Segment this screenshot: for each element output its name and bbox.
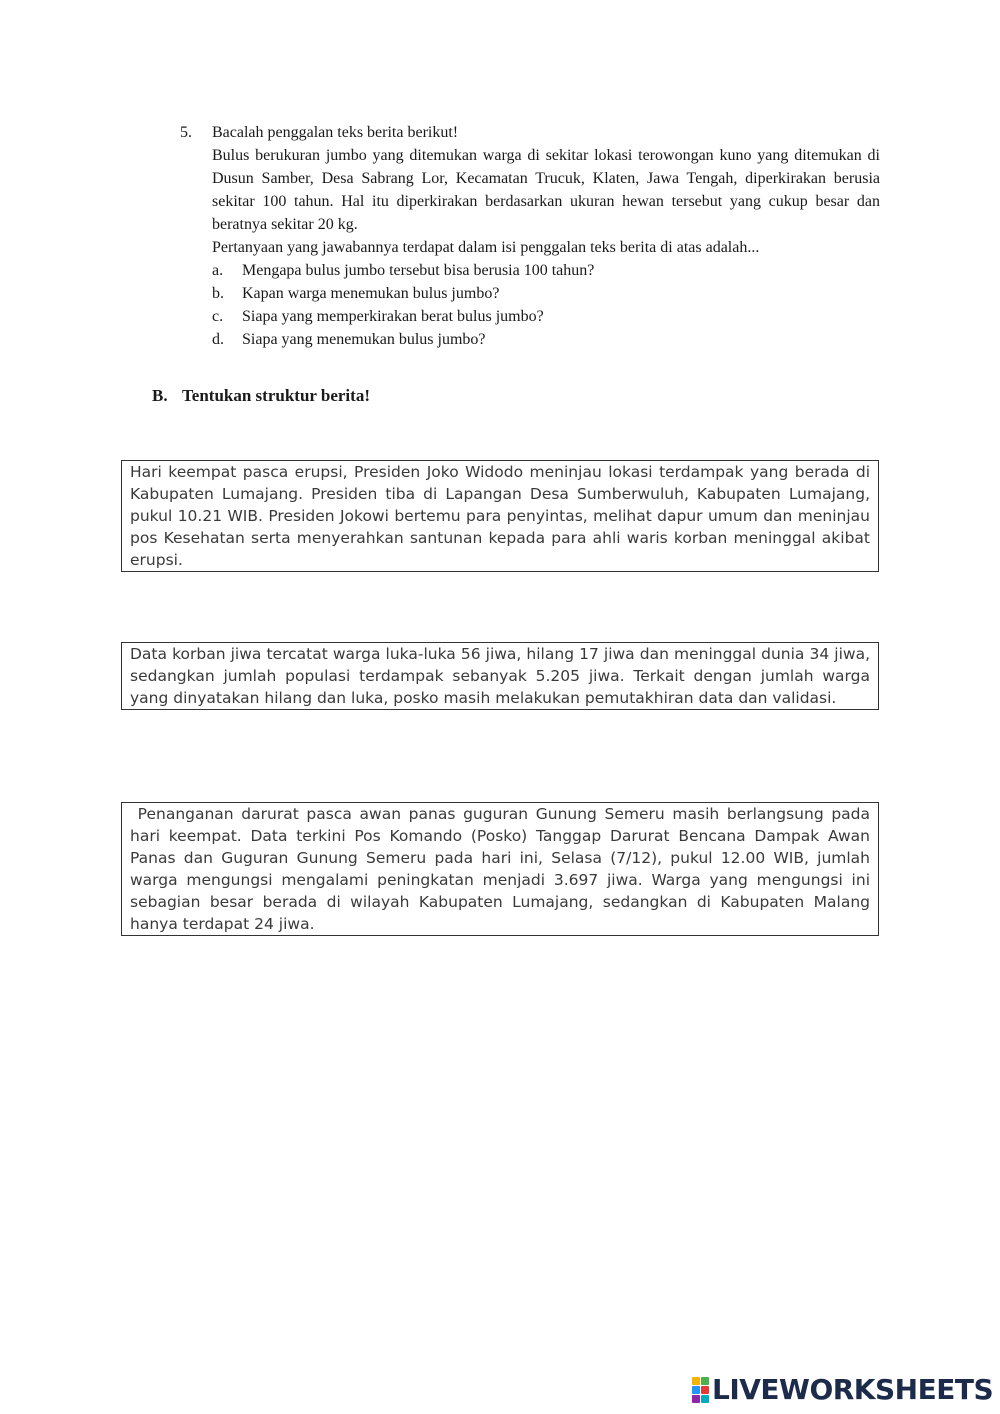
logo-square xyxy=(692,1377,700,1385)
news-paragraph-box-1: Hari keempat pasca erupsi, Presiden Joko Widodo meninjau lokasi terdampak yang berada di Kabupaten Lumajang. Presiden tiba di Lapangan Desa Sumberwuluh, Kabupaten Lumajang, pukul 10.21 WIB. Presiden Jokowi bertemu para penyintas, melihat dapur umum dan meninjau pos Kesehatan serta menyerahkan santunan kepada para ahli waris korban meninggal akibat erupsi. xyxy=(121,460,879,572)
logo-mark-icon xyxy=(692,1377,709,1403)
question-prompt: Pertanyaan yang jawabannya terdapat dalam isi penggalan teks berita di atas adalah... xyxy=(212,239,760,256)
question-5 xyxy=(180,121,880,351)
question-number: 5. xyxy=(180,124,192,141)
option-letter: c. xyxy=(212,308,224,325)
question-passage: Bulus berukuran jumbo yang ditemukan warga di sekitar lokasi terowongan kuno yang ditemukan di Dusun Samber, Desa Sabrang Lor, Kecamatan Trucuk, Klaten, Jawa Tengah, diperkirakan berusia sekitar 100 tahun. Hal itu diperkirakan berdasarkan ukuran hewan tersebut yang cukup besar dan beratnya sekitar 20 kg. xyxy=(212,147,880,233)
logo-square xyxy=(701,1386,709,1394)
options-list xyxy=(212,259,880,351)
question-instruction: Bacalah penggalan teks berita berikut! xyxy=(212,124,459,141)
logo-square xyxy=(701,1395,709,1403)
section-title: Tentukan struktur berita! xyxy=(182,386,370,405)
option-text: Kapan warga menemukan bulus jumbo? xyxy=(242,285,500,302)
logo-square xyxy=(692,1386,700,1394)
option-text: Mengapa bulus jumbo tersebut bisa berusia 100 tahun? xyxy=(242,262,595,279)
section-b-heading xyxy=(152,386,370,406)
section-letter: B. xyxy=(152,386,168,405)
option-letter: a. xyxy=(212,262,224,279)
news-paragraph-box-3: Penanganan darurat pasca awan panas guguran Gunung Semeru masih berlangsung pada hari keempat. Data terkini Pos Komando (Posko) Tanggap Darurat Bencana Dampak Awan Panas dan Guguran Gunung Semeru pada hari ini, Selasa (7/12), pukul 12.00 WIB, jumlah warga mengungsi mengalami peningkatan menjadi 3.697 jiwa. Warga yang mengungsi ini sebagian besar berada di wilayah Kabupaten Lumajang, sedangkan di Kabupaten Malang hanya terdapat 24 jiwa. xyxy=(121,802,879,936)
option-b[interactable] xyxy=(212,282,880,305)
logo-text: LIVEWORKSHEETS xyxy=(712,1373,994,1406)
news-paragraph-box-2: Data korban jiwa tercatat warga luka-luka 56 jiwa, hilang 17 jiwa dan meninggal dunia 34 jiwa, sedangkan jumlah populasi terdampak sebanyak 5.205 jiwa. Terkait dengan jumlah warga yang dinyatakan hilang dan luka, posko masih melakukan pemutakhiran data dan validasi. xyxy=(121,642,879,710)
option-text: Siapa yang menemukan bulus jumbo? xyxy=(242,331,486,348)
option-c[interactable] xyxy=(212,305,880,328)
option-text: Siapa yang memperkirakan berat bulus jumbo? xyxy=(242,308,544,325)
logo-square xyxy=(692,1395,700,1403)
liveworksheets-logo xyxy=(692,1373,993,1406)
option-a[interactable] xyxy=(212,259,880,282)
option-letter: d. xyxy=(212,331,224,348)
logo-square xyxy=(701,1377,709,1385)
option-d[interactable] xyxy=(212,328,880,351)
option-letter: b. xyxy=(212,285,224,302)
